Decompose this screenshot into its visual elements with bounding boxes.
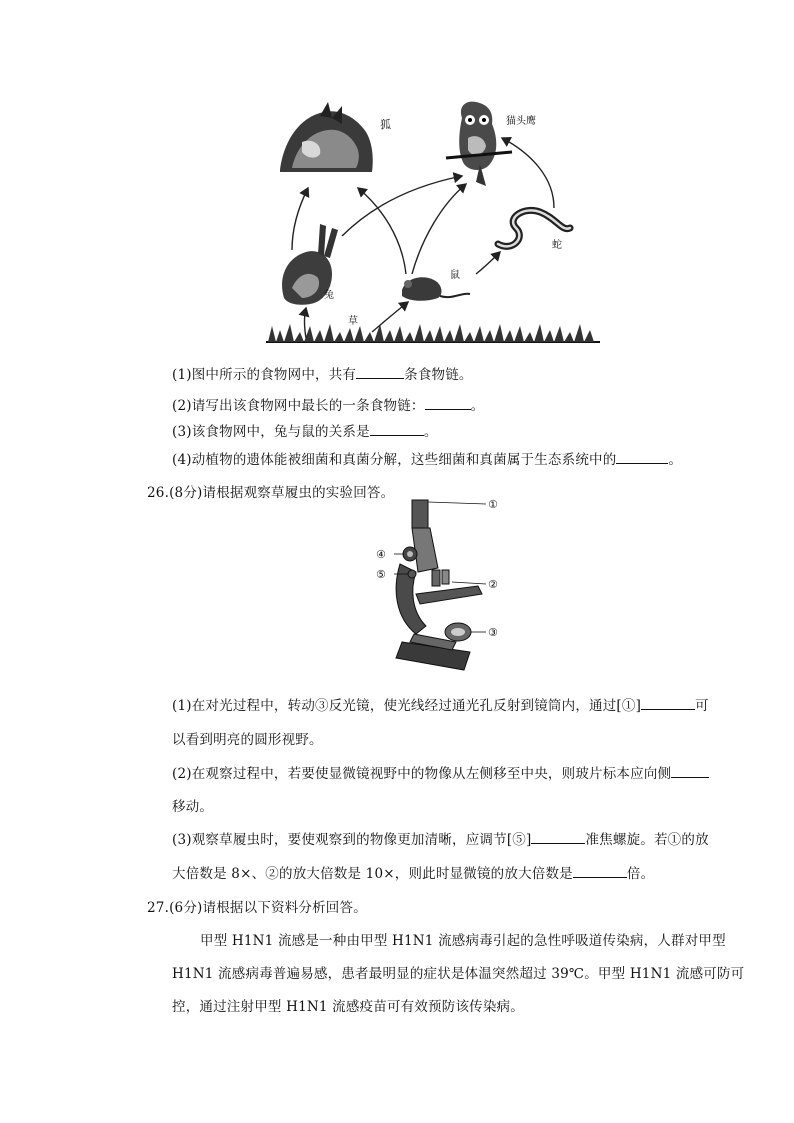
q26-item-3-text: (3)观察草履虫时，要使观察到的物像更加清晰，应调节[⑤] (172, 832, 532, 848)
grass-drawing (266, 324, 600, 342)
q27-header: 27.(6分)请根据以下资料分析回答。 (147, 900, 367, 916)
q25-item-4-tail: 。 (668, 452, 683, 468)
q25-item-3-tail: 。 (423, 424, 438, 440)
q26-header: 26.(8分)请根据观察草履虫的实验回答。 (147, 485, 395, 501)
microscope-figure (372, 494, 508, 676)
q26-item-3-tail: 准焦螺旋。若①的放 (585, 832, 709, 848)
food-web-illustration (262, 98, 604, 350)
arrow-grass-mouse (372, 302, 408, 332)
arrow-rabbit-owl (342, 176, 462, 236)
arrow-rabbit-fox (292, 188, 308, 250)
microscope-label-3: ③ (488, 626, 498, 639)
answer-blank[interactable] (641, 697, 695, 710)
label-mouse: 鼠 (450, 270, 460, 281)
q27-paragraph-line-1: 甲型 H1N1 流感是一种由甲型 H1N1 流感病毒引起的急性呼吸道传染病，人群对甲型 (200, 933, 726, 949)
label-rabbit: 兔 (324, 290, 334, 301)
q26-item-2-text: (2)在观察过程中，若要使显微镜视野中的物像从左侧移至中央，则玻片标本应向侧 (172, 766, 672, 782)
owl-drawing (446, 102, 512, 186)
arrow-mouse-snake (476, 252, 500, 274)
arrow-grass-rabbit (305, 308, 307, 338)
q25-item-2-text: (2)请写出该食物网中最长的一条食物链： (172, 398, 425, 414)
fox-drawing (280, 102, 373, 172)
label-snake: 蛇 (552, 240, 562, 251)
q26-item-1-text: (1)在对光过程中，转动③反光镜，使光线经过通光孔反射到镜筒内，通过[①] (172, 698, 642, 714)
answer-blank[interactable] (671, 765, 709, 778)
answer-blank[interactable] (573, 865, 627, 878)
q25-item-4-text: (4)动植物的遗体能被细菌和真菌分解，这些细菌和真菌属于生态系统中的 (172, 452, 617, 468)
q25-item-2-tail: 。 (470, 398, 485, 414)
answer-blank[interactable] (356, 366, 404, 379)
label-grass: 草 (348, 316, 358, 327)
arrow-snake-owl (502, 138, 554, 208)
q25-item-4 (172, 448, 682, 468)
q26-item-1-line-1 (172, 694, 709, 714)
arrow-mouse-owl (412, 184, 466, 274)
microscope-label-5: ⑤ (376, 568, 386, 581)
q26-item-1-tail: 可 (695, 698, 709, 714)
q25-item-3-text: (3)该食物网中，兔与鼠的关系是 (172, 424, 370, 440)
q26-item-3-tail-2: 倍。 (626, 866, 655, 882)
answer-blank[interactable] (616, 451, 668, 464)
q25-item-3 (172, 420, 438, 440)
label-fox: 狐 (380, 118, 391, 131)
microscope-label-4: ④ (376, 548, 386, 561)
q26-item-3-line-2 (172, 862, 654, 882)
microscope-label-1: ① (488, 498, 498, 511)
q26-item-1-line-2: 以看到明亮的圆形视野。 (172, 732, 323, 748)
answer-blank[interactable] (370, 423, 424, 436)
q26-item-3-line-1 (172, 828, 709, 848)
q27-paragraph-line-2: H1N1 流感病毒普遍易感，患者最明显的症状是体温突然超过 39℃。甲型 H1N1 流感可防可 (172, 966, 745, 982)
microscope-illustration (372, 494, 508, 676)
q26-item-3-text-2: 大倍数是 8×、②的放大倍数是 10×，则此时显微镜的放大倍数是 (172, 866, 573, 882)
q25-item-2 (172, 394, 484, 414)
q26-item-2-line-2: 移动。 (172, 799, 214, 815)
food-web-figure (262, 98, 604, 350)
q25-item-1-tail: 条食物链。 (404, 367, 473, 383)
label-owl: 猫头鹰 (506, 116, 536, 127)
q27-paragraph-line-3: 控，通过注射甲型 H1N1 流感疫苗可有效预防该传染病。 (172, 999, 524, 1015)
q25-item-1-text: (1)图中所示的食物网中，共有 (172, 367, 357, 383)
answer-blank[interactable] (425, 397, 471, 410)
microscope-label-2: ② (488, 578, 498, 591)
answer-blank[interactable] (531, 831, 585, 844)
arrow-mouse-fox (358, 188, 406, 274)
q26-item-2-line-1 (172, 762, 709, 782)
q25-item-1 (172, 363, 473, 383)
